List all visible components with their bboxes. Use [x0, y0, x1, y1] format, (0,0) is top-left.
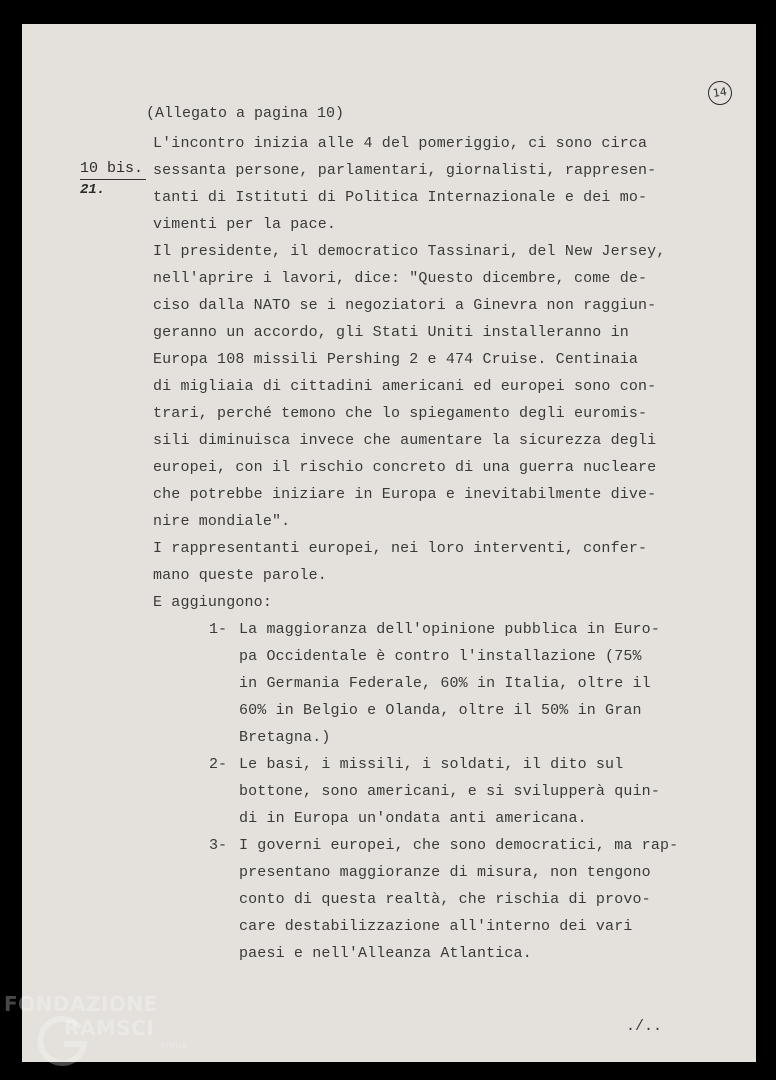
list-item-line: di in Europa un'ondata anti americana.	[239, 810, 587, 827]
list-item-line: Bretagna.)	[239, 729, 331, 746]
list-item-line: bottone, sono americani, e si svilupperà quin-	[239, 783, 660, 800]
continuation-mark: ./..	[626, 1018, 663, 1035]
watermark-line-3: onlus	[160, 1040, 187, 1051]
list-item-line: Le basi, i missili, i soldati, il dito sul	[239, 756, 624, 773]
text-line: sili diminuisca invece che aumentare la sicurezza degli	[153, 432, 657, 449]
text-line: che potrebbe iniziare in Europa e inevitabilmente dive-	[153, 486, 657, 503]
text-line: Il presidente, il democratico Tassinari, del New Jersey,	[153, 243, 666, 260]
attachment-header: (Allegato a pagina 10)	[146, 105, 345, 122]
text-line: ciso dalla NATO se i negoziatori a Ginevra non raggiun-	[153, 297, 657, 314]
watermark-line-1: FONDAZIONE	[4, 992, 158, 1016]
text-line: vimenti per la pace.	[153, 216, 337, 233]
list-item-number: 2-	[209, 756, 228, 773]
list-item-line: pa Occidentale è contro l'installazione (75%	[239, 648, 642, 665]
gramsci-g-logo-icon	[34, 1014, 90, 1070]
list-item-line: conto di questa realtà, che rischia di provo-	[239, 891, 651, 908]
margin-handwritten-note: 21.	[80, 182, 106, 198]
text-line: sessanta persone, parlamentari, giornalisti, rappresen-	[153, 162, 657, 179]
document-page	[22, 24, 756, 1062]
text-line: nire mondiale".	[153, 513, 291, 530]
list-item-line: 60% in Belgio e Olanda, oltre il 50% in Gran	[239, 702, 642, 719]
list-item-number: 3-	[209, 837, 228, 854]
list-item-line: La maggioranza dell'opinione pubblica in Euro-	[239, 621, 660, 638]
text-line: Europa 108 missili Pershing 2 e 474 Cruise. Centinaia	[153, 351, 639, 368]
list-item-line: paesi e nell'Alleanza Atlantica.	[239, 945, 532, 962]
text-line: mano queste parole.	[153, 567, 327, 584]
page-number-stamp: 14	[706, 79, 733, 106]
fondazione-gramsci-watermark	[4, 994, 187, 1051]
list-item-number: 1-	[209, 621, 228, 638]
text-line: E aggiungono:	[153, 594, 272, 611]
text-line: europei, con il rischio concreto di una guerra nucleare	[153, 459, 657, 476]
list-item-line: in Germania Federale, 60% in Italia, oltre il	[239, 675, 651, 692]
text-line: I rappresentanti europei, nei loro interventi, confer-	[153, 540, 648, 557]
text-line: tanti di Istituti di Politica Internazionale e dei mo-	[153, 189, 648, 206]
text-line: geranno un accordo, gli Stati Uniti installeranno in	[153, 324, 629, 341]
text-line: nell'aprire i lavori, dice: "Questo dicembre, come de-	[153, 270, 648, 287]
text-line: di migliaia di cittadini americani ed europei sono con-	[153, 378, 657, 395]
margin-reference: 10 bis.	[80, 160, 144, 177]
list-item-line: care destabilizzazione all'interno dei vari	[239, 918, 633, 935]
list-item-line: presentano maggioranze di misura, non tengono	[239, 864, 651, 881]
margin-reference-underline	[80, 179, 146, 180]
text-line: trari, perché temono che lo spiegamento degli euromis-	[153, 405, 648, 422]
text-line: L'incontro inizia alle 4 del pomeriggio, ci sono circa	[153, 135, 648, 152]
list-item-line: I governi europei, che sono democratici, ma rap-	[239, 837, 679, 854]
watermark-line-2: RAMSCI	[64, 1016, 155, 1040]
